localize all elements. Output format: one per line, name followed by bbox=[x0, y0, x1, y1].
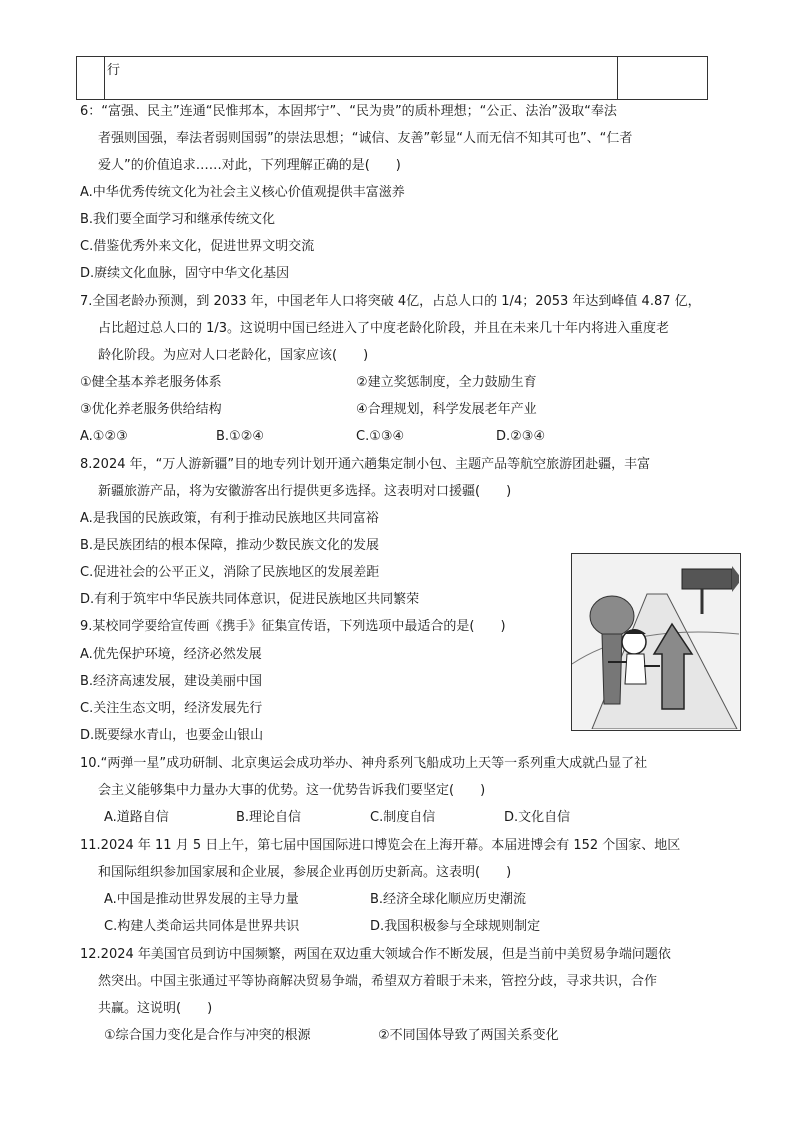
q6-option: C.借鉴优秀外来文化，促进世界文明交流 bbox=[80, 239, 315, 254]
q6-option: A.中华优秀传统文化为社会主义核心价值观提供丰富滋养 bbox=[80, 185, 405, 200]
q8-line: 8.2024 年，“万人游新疆”目的地专列计划开通六趟集定制小包、主题产品等航空旅游团赴疆，丰富 bbox=[80, 457, 651, 472]
q7-option: A.①②③ bbox=[80, 429, 128, 444]
q10-option: C.制度自信 bbox=[370, 810, 436, 825]
q7-statement: ④合理规划，科学发展老年产业 bbox=[356, 402, 537, 417]
q7-option: B.①②④ bbox=[216, 429, 265, 444]
q12-statement: ①综合国力变化是合作与冲突的根源 bbox=[104, 1028, 311, 1043]
q12-statement: ②不同国体导致了两国关系变化 bbox=[378, 1028, 559, 1043]
q11-option: A.中国是推动世界发展的主导力量 bbox=[104, 892, 299, 907]
q6-option: D.赓续文化血脉，固守中华文化基因 bbox=[80, 266, 290, 281]
q7-option: C.①③④ bbox=[356, 429, 405, 444]
q8-option: B.是民族团结的根本保障，推动少数民族文化的发展 bbox=[80, 538, 380, 553]
q8-line: 新疆旅游产品，将为安徽游客出行提供更多选择。这表明对口援疆( ) bbox=[98, 484, 512, 499]
q9-option: C.关注生态文明，经济发展先行 bbox=[80, 701, 263, 716]
q10-option: B.理论自信 bbox=[236, 810, 302, 825]
q12-line: 12.2024 年美国官员到访中国频繁，两国在双边重大领域合作不断发展，但是当前中美贸易争端问题依 bbox=[80, 947, 671, 962]
q6-line: 6：“富强、民主”连通“民惟邦本，本固邦宁”、“民为贵”的质朴理想；“公正、法治”汲取“奉法 bbox=[80, 104, 617, 119]
q8-option: A.是我国的民族政策，有利于推动民族地区共同富裕 bbox=[80, 511, 379, 526]
q6-line: 爱人”的价值追求……对此，下列理解正确的是( ) bbox=[98, 158, 401, 173]
table-fragment bbox=[76, 56, 708, 100]
q7-line: 7.全国老龄办预测，到 2033 年，中国老年人口将突破 4亿，占总人口的 1/4；2053 年达到峰值 4.87 亿， bbox=[80, 294, 701, 309]
q10-option: A.道路自信 bbox=[104, 810, 169, 825]
q10-line: 会主义能够集中力量办大事的优势。这一优势告诉我们要坚定( ) bbox=[98, 783, 486, 798]
q8-option: C.促进社会的公平正义，消除了民族地区的发展差距 bbox=[80, 565, 380, 580]
q6-option: B.我们要全面学习和继承传统文化 bbox=[80, 212, 276, 227]
q6-line: 者强则国强，奉法者弱则国弱”的崇法思想；“诚信、友善”彰显“人而无信不知其可也”、“仁者 bbox=[98, 131, 633, 146]
q7-statement: ①健全基本养老服务体系 bbox=[80, 375, 222, 390]
q10-option: D.文化自信 bbox=[504, 810, 571, 825]
q7-line: 龄化阶段。为应对人口老龄化，国家应该( ) bbox=[98, 348, 369, 363]
q7-statement: ③优化养老服务供给结构 bbox=[80, 402, 222, 417]
q11-option: C.构建人类命运共同体是世界共识 bbox=[104, 919, 300, 934]
q12-line: 然突出。中国主张通过平等协商解决贸易争端，希望双方着眼于未来，管控分歧，寻求共识，合作 bbox=[98, 974, 658, 989]
q9-option: A.优先保护环境，经济必然发展 bbox=[80, 647, 262, 662]
q9-line: 9.某校同学要给宣传画《携手》征集宣传语，下列选项中最适合的是( ) bbox=[80, 619, 506, 634]
q11-line: 11.2024 年 11 月 5 日上午，第七届中国国际进口博览会在上海开幕。本届进博会有 152 个国家、地区 bbox=[80, 838, 681, 853]
q12-line: 共赢。这说明( ) bbox=[98, 1001, 213, 1016]
q9-option: D.既要绿水青山，也要金山银山 bbox=[80, 728, 264, 743]
q10-line: 10.“两弹一星”成功研制、北京奥运会成功举办、神舟系列飞船成功上天等一系列重大成就凸显了社 bbox=[80, 756, 648, 771]
q7-statement: ②建立奖惩制度，全力鼓励生育 bbox=[356, 375, 537, 390]
q11-line: 和国际组织参加国家展和企业展，参展企业再创历史新高。这表明( ) bbox=[98, 865, 512, 880]
table-divider bbox=[617, 57, 618, 99]
q7-option: D.②③④ bbox=[496, 429, 546, 444]
q9-option: B.经济高速发展，建设美丽中国 bbox=[80, 674, 263, 689]
cartoon-illustration bbox=[571, 553, 741, 731]
table-divider bbox=[104, 57, 105, 99]
q7-line: 占比超过总人口的 1/3。这说明中国已经进入了中度老龄化阶段，并且在未来几十年内将进入重度老 bbox=[98, 321, 670, 336]
cartoon-drawing bbox=[572, 554, 739, 729]
table-cell-text: 行 bbox=[107, 63, 121, 78]
q8-option: D.有利于筑牢中华民族共同体意识，促进民族地区共同繁荣 bbox=[80, 592, 420, 607]
q11-option: D.我国积极参与全球规则制定 bbox=[370, 919, 541, 934]
q11-option: B.经济全球化顺应历史潮流 bbox=[370, 892, 527, 907]
